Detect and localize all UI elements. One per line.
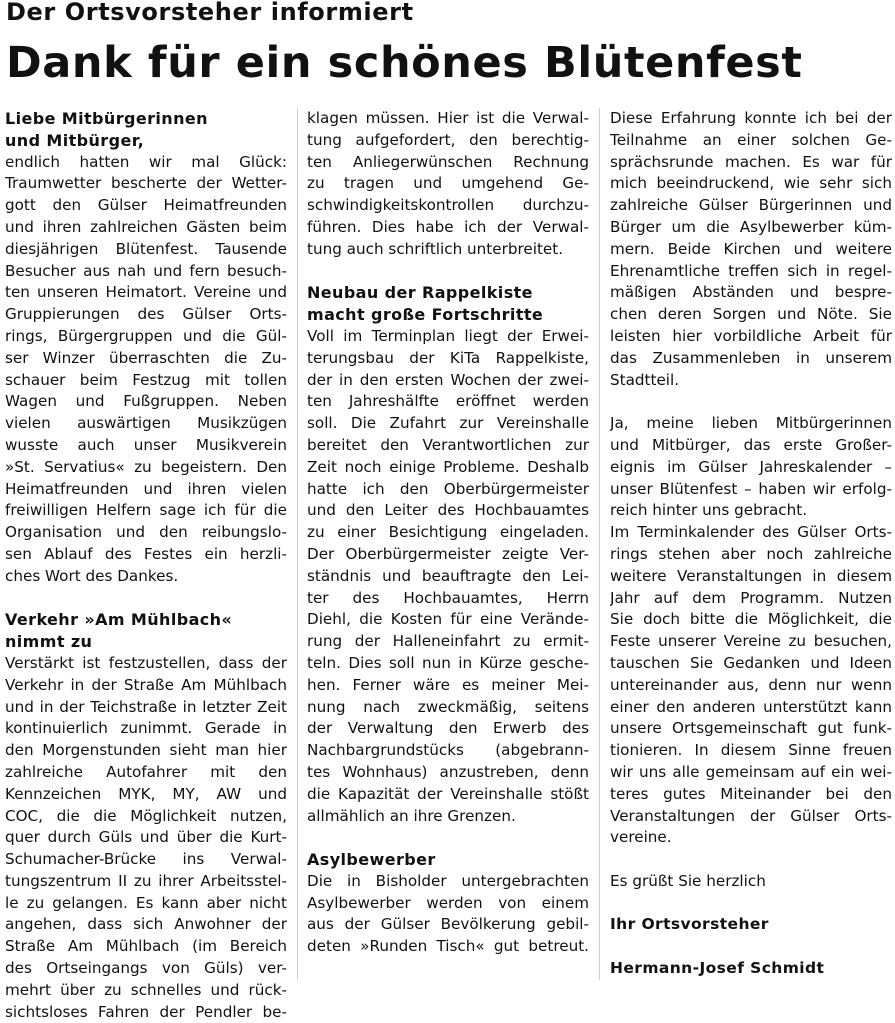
body-text-line: weitere Veranstaltungen in diesem [610, 566, 892, 585]
body-text-line: soll. Die Zufahrt zur Vereinshalle [307, 414, 589, 433]
body-text-line: das Zusammenleben in unserem [610, 348, 892, 367]
body-text-line: Die in Bisholder untergebrachten [307, 871, 589, 890]
body-text-line: unsere Ortsgemeinschaft gut funk- [610, 719, 892, 738]
body-text-line: der Verwaltung den Erwerb des [307, 719, 589, 738]
section-heading: Neubau der Rappelkiste [307, 283, 533, 303]
section-heading: Liebe Mitbürgerinnen [5, 109, 208, 128]
body-text-line: diesjährigen Blütenfest. Tausende [5, 239, 287, 258]
body-text-line: hatte ich den Oberbürgermeister [307, 479, 589, 498]
paragraph-gap [610, 893, 892, 915]
section-heading: nimmt zu [5, 632, 93, 652]
body-text-line: bereitet den Verantwortlichen zur [307, 435, 589, 454]
body-text-line: deten »Runden Tisch« gut betreut. [307, 937, 589, 956]
body-text-line: ches Wort des Dankes. [5, 566, 179, 585]
body-text-line: untereinander aus, denn nur wenn [610, 675, 892, 694]
body-text-line: Gruppierungen des Gülser Orts- [5, 305, 287, 324]
body-text-line: vielen auswärtigen Musikzügen [5, 414, 287, 433]
body-text-line: freiwilligen Helfern sage ich für die [5, 501, 287, 520]
body-text-line: Traumwetter bescherte der Wetter- [5, 174, 287, 193]
body-text-line: Diehl, die Kosten für eine Verände- [307, 610, 589, 629]
body-text-line: Veranstaltungen der Gülser Orts- [610, 806, 892, 825]
body-text-line: Zeit noch einige Probleme. Deshalb [307, 457, 589, 476]
body-text-line: zahlreiche Gülser Bürgerinnen und [610, 196, 892, 215]
body-text-line: Diese Erfahrung konnte ich bei der [610, 109, 892, 127]
body-text-line: Stadtteil. [610, 370, 680, 389]
body-text-line: hen. Ferner wäre es meiner Mei- [307, 675, 589, 694]
body-text-line: ser Winzer überraschten die Zu- [5, 348, 287, 367]
body-text-line: ten unseren Heimatort. Vereine und [5, 283, 287, 302]
body-text-line: ständnis und beauftragte den Lei- [307, 566, 589, 585]
body-text-line: Kennzeichen MYK, MY, AW und [5, 784, 287, 803]
body-text-line: le zu gelangen. Es kann aber nicht [5, 893, 287, 912]
body-text-line: und den Leiter des Hochbauamtes [307, 501, 589, 520]
section-heading: Asylbewerber [307, 850, 436, 870]
body-text-line: Organisation und den reibungslo- [5, 523, 287, 542]
signature-line: Hermann-Josef Schmidt [610, 959, 825, 978]
body-text-line: quer durch Güls und über die Kurt- [5, 828, 287, 847]
section-heading: und Mitbürger, [5, 130, 145, 150]
body-text-line: sen Ablauf des Festes ein herzli- [5, 544, 287, 563]
body-text-line: Heimatfreunden und ihren vielen [5, 479, 287, 498]
body-text-line: Im Terminkalender des Gülser Orts- [610, 523, 892, 542]
body-text-line: mäßigen Abständen und bespre- [610, 283, 892, 302]
body-text-line: vereine. [610, 828, 672, 847]
body-text-line: und ihren zahlreichen Gästen beim [5, 217, 287, 236]
article-column-1 [5, 108, 287, 1023]
body-text-line: endlich hatten wir mal Glück: [5, 152, 287, 171]
article-column-3 [610, 108, 892, 980]
body-text-line: zu einer Besichtigung eingeladen. [307, 523, 589, 542]
body-text-line: tauschen Sie Gedanken und Ideen [610, 653, 892, 672]
body-text-line: Voll im Terminplan liegt der Erwei- [307, 326, 589, 345]
body-text-line: Bürger um die Asylbewerber küm- [610, 217, 892, 236]
body-text-line: kontinuierlich zunimmt. Gerade in [5, 719, 287, 738]
body-text-line: sprächsrunde machen. Es war für [610, 152, 892, 171]
paragraph-gap [610, 849, 892, 871]
body-text-line: und Mitbürger, das erste Großer- [610, 435, 892, 454]
body-text-line: Es grüßt Sie herzlich [610, 871, 766, 890]
body-text-line: rings, Bürgergruppen und die Gül- [5, 326, 287, 345]
section-heading: Verkehr »Am Mühlbach« [5, 610, 233, 630]
body-text-line: Sie doch bitte die Möglichkeit, die [610, 610, 892, 629]
body-text-line: terungsbau der KiTa Rappelkiste, [307, 348, 589, 367]
paragraph-gap [610, 391, 892, 413]
body-text-line: klagen müssen. Hier ist die Verwal- [307, 109, 589, 127]
body-text-line: schauer beim Festzug mit tollen [5, 370, 287, 389]
body-text-line: COC, die die Möglichkeit nutzen, [5, 806, 287, 825]
body-text-line: Wagen und Fußgruppen. Neben [5, 392, 287, 411]
column-divider [297, 108, 298, 980]
body-text-line: leisten hier vorbildliche Arbeit für [610, 326, 892, 345]
body-text-line: schwindigkeitskontrollen durchzu- [307, 196, 589, 215]
body-text-line: wir uns alle gemeinsam auf ein wei- [610, 762, 892, 781]
body-text-line: mehrt über zu schnelles und rück- [5, 980, 287, 999]
body-text-line: zu tragen und umgehend Ge- [307, 174, 589, 193]
body-text-line: aus der Gülser Bevölkerung gebil- [307, 915, 589, 934]
body-text-line: Besucher aus nah und fern besuch- [5, 261, 287, 280]
body-text-line: Der Oberbürgermeister zeigte Ver- [307, 544, 589, 563]
body-text-line: einer den anderen unterstützt kann [610, 697, 892, 716]
body-text-line: allmählich an ihre Grenzen. [307, 806, 516, 825]
body-text-line: tung aufgefordert, den berechtig- [307, 130, 589, 149]
body-text-line: chen deren Sorgen und Nöte. Sie [610, 305, 892, 324]
body-text-line: gott den Gülser Heimatfreunden [5, 196, 287, 215]
body-text-line: mich beeindruckend, wie sehr sich [610, 174, 892, 193]
body-text-line: Teilnahme an einer solchen Ge- [610, 130, 892, 149]
body-text-line: Verkehr in der Straße Am Mühlbach [5, 675, 287, 694]
paragraph-gap [307, 827, 589, 849]
paragraph-gap [307, 261, 589, 283]
body-text-line: ter des Hochbauamtes, Herrn [307, 588, 589, 607]
body-text-line: des Ortseingangs von Güls) ver- [5, 959, 287, 978]
body-text-line: Feste unserer Vereine zu besuchen, [610, 632, 892, 651]
body-text-line: teres gutes Miteinander bei den [610, 784, 892, 803]
body-text-line: angehen, dass sich Anwohner der [5, 915, 287, 934]
body-text-line: Verstärkt ist festzustellen, dass der [5, 653, 287, 672]
body-text-line: Ehrenamtliche treffen sich in regel- [610, 261, 892, 280]
body-text-line: tes Wohnhaus) anzustreben, denn [307, 762, 589, 781]
body-text-line: Jahr auf dem Programm. Nutzen [610, 588, 892, 607]
body-text-line: Ja, meine lieben Mitbürgerinnen [610, 414, 892, 433]
body-text-line: sichtsloses Fahren der Pendler be- [5, 1002, 287, 1021]
body-text-line: tionieren. In diesem Sinne freuen [610, 741, 892, 760]
body-text-line: zahlreiche Autofahrer mit den [5, 762, 287, 781]
body-text-line: Nachbargrundstücks (abgebrann- [307, 741, 589, 760]
body-text-line: wusste auch unser Musikverein [5, 435, 287, 454]
body-text-line: ten Jahreshälfte eröffnet werden [307, 392, 589, 411]
body-text-line: teln. Dies soll nun in Kürze gesche- [307, 653, 589, 672]
kicker: Der Ortsvorsteher informiert [6, 0, 414, 26]
body-text-line: der in den ersten Wochen der zwei- [307, 370, 589, 389]
body-text-line: unser Blütenfest – haben wir erfolg- [610, 479, 892, 498]
column-divider [599, 108, 600, 980]
body-text-line: reich hinter uns gebracht. [610, 501, 808, 520]
body-text-line: mern. Beide Kirchen und weitere [610, 239, 892, 258]
body-text-line: rung der Halleneinfahrt zu ermit- [307, 632, 589, 651]
body-text-line: Schumacher-Brücke ins Verwal- [5, 850, 287, 869]
body-text-line: »St. Servatius« zu begeistern. Den [5, 457, 287, 476]
section-heading: macht große Fortschritte [307, 305, 544, 325]
signature-line: Ihr Ortsvorsteher [610, 915, 769, 934]
body-text-line: tung auch schriftlich unterbreitet. [307, 239, 564, 258]
body-text-line: führen. Dies habe ich der Verwal- [307, 217, 589, 236]
paragraph-gap [5, 588, 287, 610]
body-text-line: nung nach zweckmäßig, seitens [307, 697, 589, 716]
body-text-line: die Kapazität der Vereinshalle stößt [307, 784, 589, 803]
body-text-line: tungszentrum II zu ihrer Arbeitsstel- [5, 871, 287, 890]
headline: Dank für ein schönes Blütenfest [6, 38, 803, 88]
body-text-line: Straße Am Mühlbach (im Bereich [5, 937, 287, 956]
body-text-line: rings stehen aber noch zahlreiche [610, 544, 892, 563]
body-text-line: den Morgenstunden sieht man hier [5, 741, 287, 760]
paragraph-gap [610, 936, 892, 958]
body-text-line: ten Anliegerwünschen Rechnung [307, 152, 589, 171]
body-text-line: und in der Teichstraße in letzter Zeit [5, 697, 287, 716]
body-text-line: eignis im Gülser Jahreskalender – [610, 457, 892, 476]
article-column-2 [307, 108, 589, 958]
body-text-line: Asylbewerber werden von einem [307, 893, 589, 912]
